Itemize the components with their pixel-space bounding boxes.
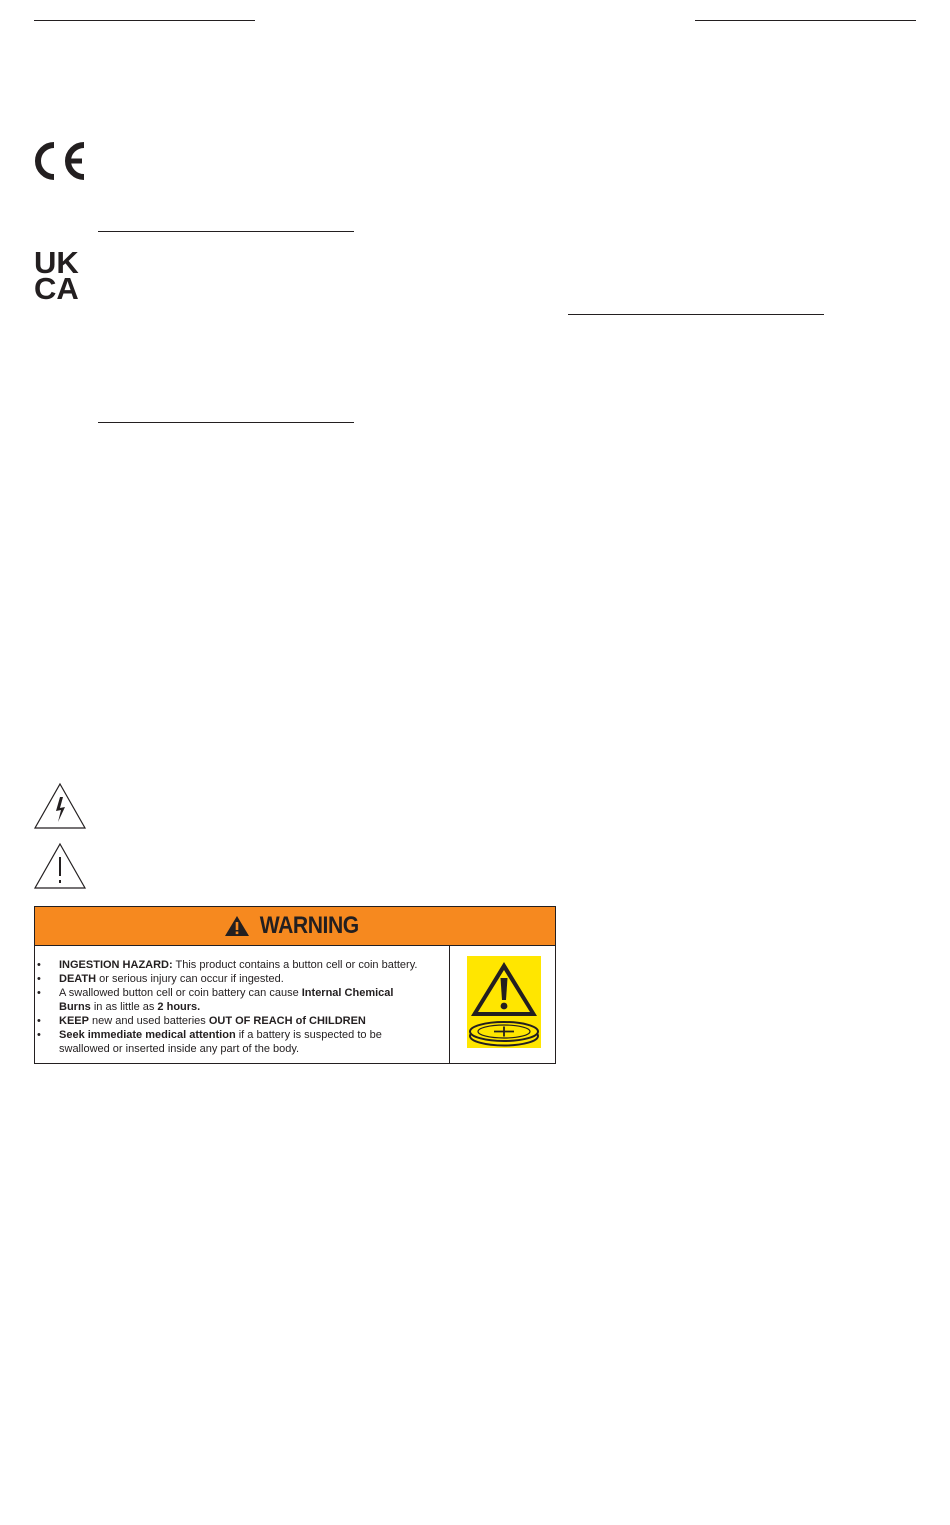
- warning-item-bold: OUT OF REACH of CHILDREN: [208, 1015, 366, 1027]
- warning-item-text: new and used batteries: [88, 1015, 209, 1027]
- ce-mark: [34, 141, 88, 181]
- warning-item-text: This product contains a button cell or coin battery.: [172, 959, 418, 971]
- warning-item-bold: Burns: [59, 1001, 91, 1013]
- warning-item-text: in as little as: [90, 1001, 158, 1013]
- warning-item-text: A swallowed button cell or coin battery can cause: [59, 987, 302, 999]
- coin-battery-icon: [467, 956, 541, 1048]
- warning-item-text: if a battery is suspected to be: [235, 1029, 382, 1041]
- warning-item-text: swallowed or inserted inside any part of the body.: [59, 1043, 300, 1055]
- warning-item-text: or serious injury can occur if ingested.: [96, 973, 284, 985]
- warning-item-bold: KEEP: [59, 1015, 89, 1027]
- warning-item-bold: INGESTION HAZARD:: [59, 959, 173, 971]
- right-middle-line: [568, 314, 824, 315]
- ce-section-line: [98, 231, 354, 232]
- warning-triangle-icon: [224, 915, 250, 937]
- ukca-section-line: [98, 422, 354, 423]
- ukca-line-1: UK: [34, 245, 79, 280]
- exclamation-triangle-icon: [33, 842, 87, 890]
- warning-item-keep: [35, 1014, 449, 1028]
- top-left-line: [34, 20, 255, 21]
- battery-warning-symbol: [450, 946, 556, 1064]
- ukca-mark: [34, 245, 88, 306]
- warning-list: [35, 946, 449, 1056]
- warning-header: [35, 907, 555, 946]
- top-right-line: [695, 20, 916, 21]
- warning-title: WARNING: [260, 912, 359, 939]
- warning-item-bold: DEATH: [59, 973, 97, 985]
- battery-warning-box: [34, 906, 556, 1064]
- warning-item-ingestion: [35, 958, 449, 972]
- warning-item-medical: [35, 1028, 449, 1056]
- warning-item-bold: Seek immediate medical attention: [59, 1029, 236, 1041]
- warning-item-death: [35, 972, 449, 986]
- warning-item-burns: [35, 986, 449, 1014]
- warning-item-bold: Internal Chemical: [301, 987, 394, 999]
- warning-text-panel: [35, 946, 450, 1064]
- warning-item-bold: 2 hours.: [157, 1001, 201, 1013]
- ukca-line-2: CA: [34, 271, 79, 306]
- lightning-bolt-triangle-icon: [33, 782, 87, 830]
